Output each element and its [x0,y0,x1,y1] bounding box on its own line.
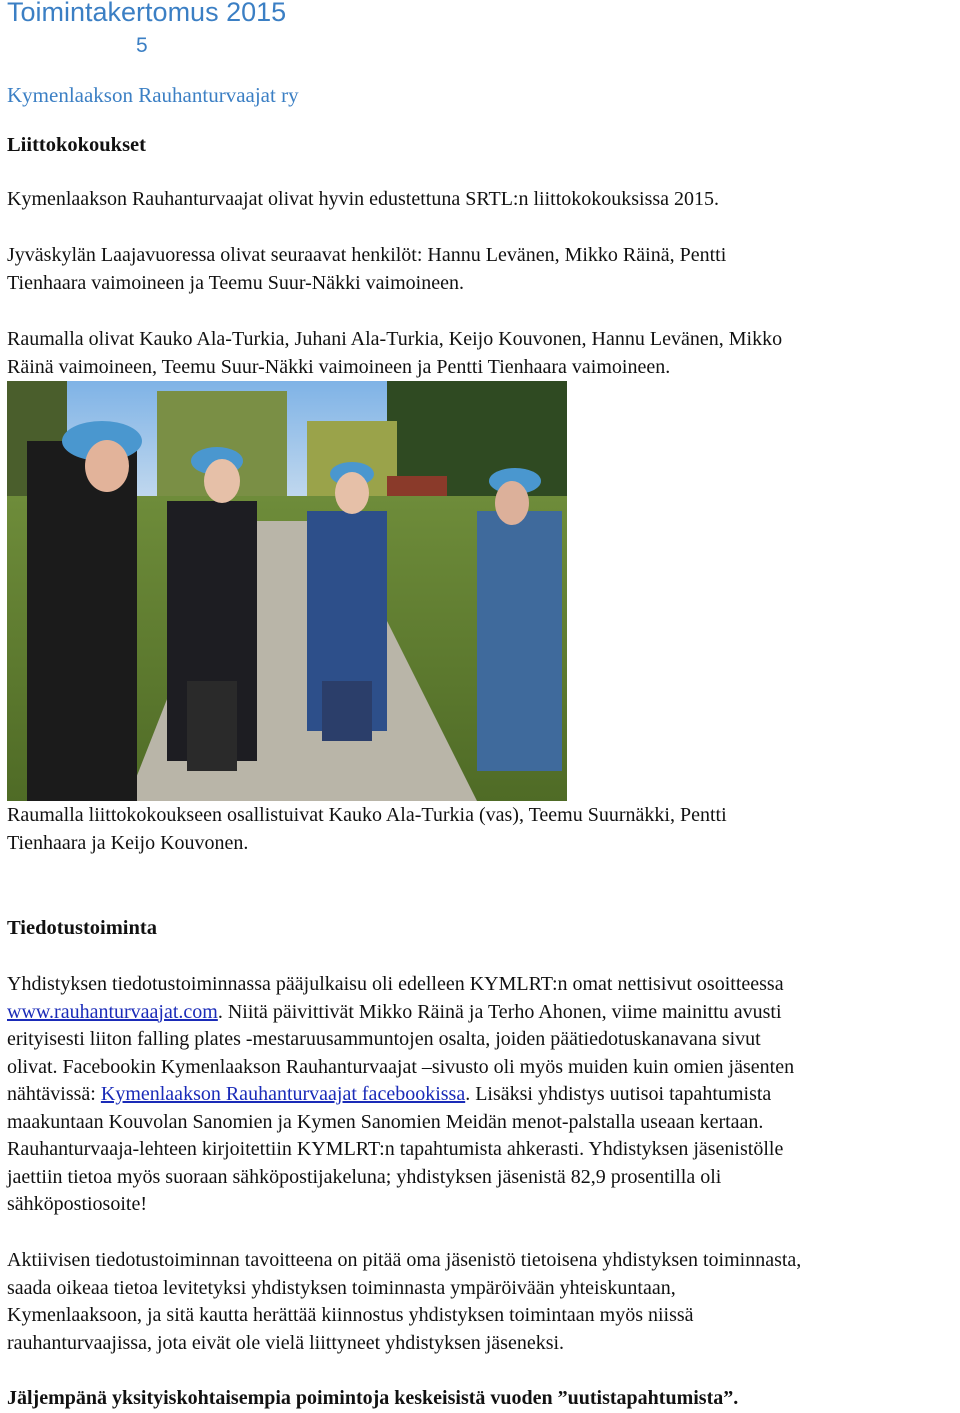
paragraph-jyvaskyla [7,242,957,297]
heading-tiedotustoiminta: Tiedotustoiminta [7,917,157,939]
text-line: olivat. Facebookin Kymenlaakson Rauhanturvaajat –sivusto oli myös muiden kuin omien jäsenten [7,1055,795,1078]
photo-caption [7,802,957,857]
facebook-link[interactable]: Kymenlaakson Rauhanturvaajat facebookissa [100,1083,466,1105]
paragraph-rauma [7,326,957,381]
text-line: Jyväskylän Laajavuoressa olivat seuraavat henkilöt: Hannu Levänen, Mikko Räinä, Pentti [7,244,727,266]
text-fragment: . Niitä päivittivät Mikko Räinä ja Terho Ahonen, viime mainittu avusti [217,1000,782,1023]
page-number: 5 [136,34,148,57]
text-line: sähköpostiosoite! [7,1193,147,1215]
text-line: Raumalla olivat Kauko Ala-Turkia, Juhani Ala-Turkia, Keijo Kouvonen, Hannu Levänen, Mikko [7,328,783,350]
text-line: maakuntaan Kouvolan Sanomien ja Kymen Sanomien Meidän menot-palstalla useaan kertaan. [7,1110,764,1133]
text-line: Yhdistyksen tiedotustoiminnassa pääjulkaisu oli edelleen KYMLRT:n omat nettisivut osoitteessa [7,973,784,995]
closing-statement: Jäljempänä yksityiskohtaisempia poimintoja keskeisistä vuoden ”uutistapahtumista”. [7,1387,739,1409]
text-fragment: nähtävissä: [7,1083,101,1105]
meeting-photo [7,381,567,801]
text-fragment: . Lisäksi yhdistys uutisoi tapahtumista [465,1083,772,1105]
text-line: Rauhanturvaaja-lehteen kirjoitettiin KYMLRT:n tapahtumista ahkerasti. Yhdistyksen jäsenistölle [7,1138,784,1160]
text-line [7,999,957,1027]
text-line [7,1081,957,1109]
paragraph-info-goals [7,1247,957,1357]
website-link[interactable]: www.rauhanturvaajat.com [7,1000,218,1023]
text-line: Kymenlaaksoon, ja sitä kautta herättää kiinnostus yhdistyksen toimintaan myös niissä [7,1304,694,1326]
text-line: rauhanturvaajissa, jota eivät ole vielä liittyneet yhdistyksen jäseneksi. [7,1331,565,1354]
heading-liittokokoukset: Liittokokoukset [7,134,146,156]
organization-name: Kymenlaakson Rauhanturvaajat ry [7,83,299,107]
paragraph-meetings-intro: Kymenlaakson Rauhanturvaajat olivat hyvin edustettuna SRTL:n liittokokouksissa 2015. [7,188,720,210]
document-title: Toimintakertomus 2015 [7,0,287,27]
text-line: Raumalla liittokokoukseen osallistuivat Kauko Ala-Turkia (vas), Teemu Suurnäkki, Pentti [7,804,727,826]
text-line: Aktiivisen tiedotustoiminnan tavoitteena on pitää oma jäsenistö tietoisena yhdistyksen toiminnasta, [7,1249,802,1271]
paragraph-info-main [7,971,957,1219]
text-line: Räinä vaimoineen, Teemu Suur-Näkki vaimoineen ja Pentti Tienhaara vaimoineen. [7,355,671,378]
text-line: jaettiin tietoa myös suoraan sähköpostijakeluna; yhdistyksen jäsenistä 82,9 prosentilla oli [7,1165,722,1188]
text-line: saada oikeaa tietoa levitetyksi yhdistyksen toiminnasta ympäröivään yhteiskuntaan, [7,1276,676,1299]
text-line: Tienhaara ja Keijo Kouvonen. [7,831,249,854]
text-line: erityisesti liiton falling plates -mestaruusammuntojen osalta, joiden päätiedotuskanavana sivut [7,1028,761,1050]
text-line: Tienhaara vaimoineen ja Teemu Suur-Näkki vaimoineen. [7,271,464,294]
